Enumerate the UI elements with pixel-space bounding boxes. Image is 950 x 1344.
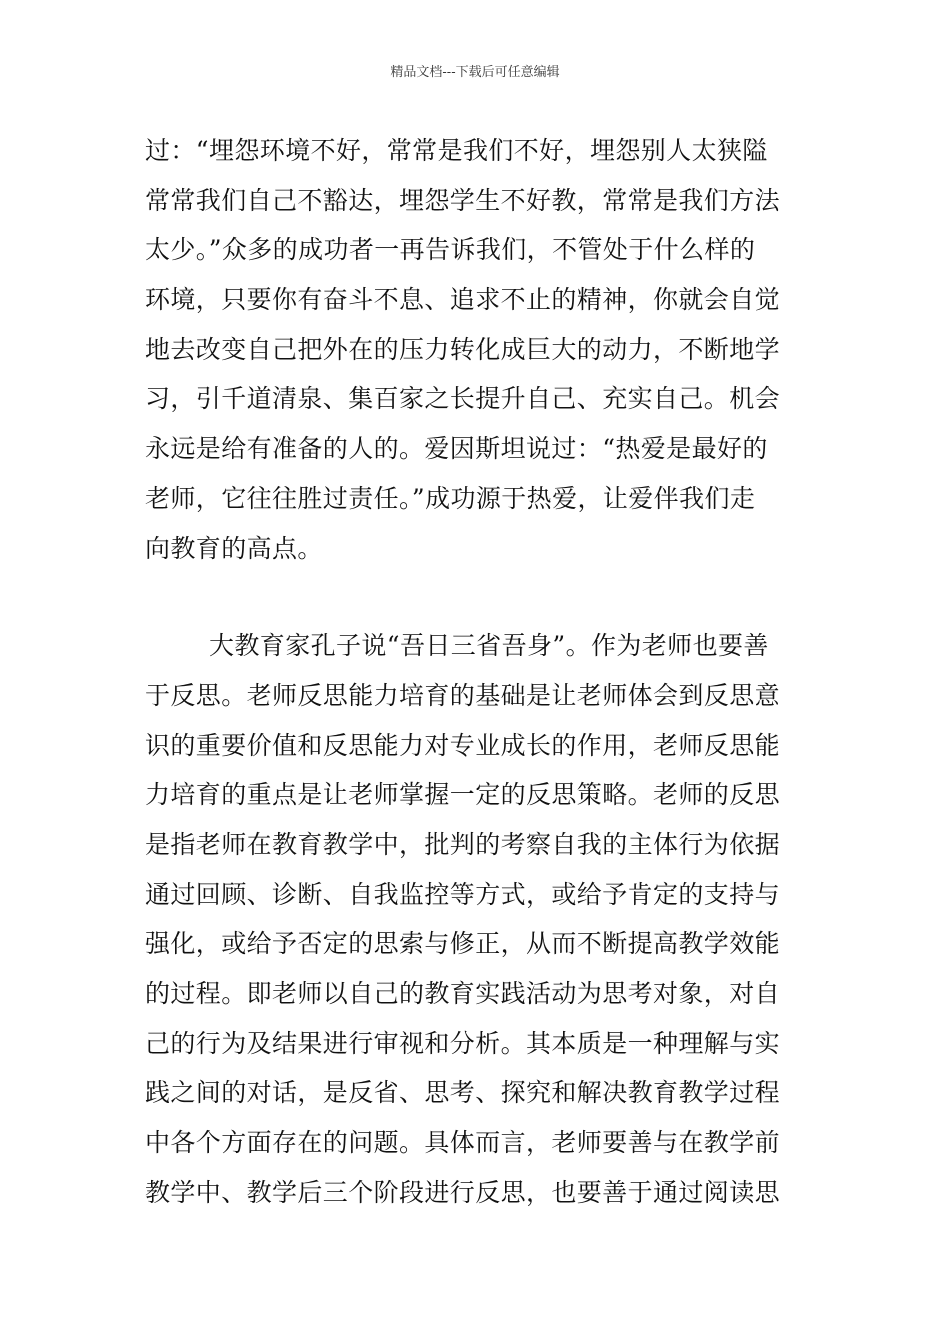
text-line: 识的重要价值和反思能力对专业成长的作用，老师反思能 [145, 730, 781, 760]
text-line: 地去改变自己把外在的压力转化成巨大的动力，不断地学 [145, 334, 781, 364]
text-line: 于反思。老师反思能力培育的基础是让老师体会到反思意 [145, 680, 781, 710]
text-line: 力培育的重点是让老师掌握一定的反思策略。老师的反思 [145, 780, 781, 810]
paragraph-1 [145, 126, 810, 573]
text-line: 是指老师在教育教学中，批判的考察自我的主体行为依据 [145, 829, 781, 859]
text-line: 太少。”众多的成功者一再告诉我们，不管处于什么样的 [145, 235, 756, 265]
text-line: 老师，它往往胜过责任。”成功源于热爱，让爱伴我们走 [145, 483, 756, 513]
text-line: 践之间的对话，是反省、思考、探究和解决教育教学过程 [145, 1078, 781, 1108]
document-body [145, 126, 810, 1217]
text-line: 教学中、教学后三个阶段进行反思，也要善于通过阅读思 [145, 1177, 781, 1207]
text-line: 习，引千道清泉、集百家之长提升自己、充实自己。机会 [145, 384, 781, 414]
page-header: 精品文档---下载后可任意编辑 [390, 65, 560, 80]
paragraph-spacer [145, 573, 810, 621]
text-line: 永远是给有准备的人的。爱因斯坦说过：“热爱是最好的 [145, 434, 768, 464]
text-line: 强化，或给予否定的思索与修正，从而不断提高教学效能 [145, 929, 781, 959]
text-line: 常常我们自己不豁达，埋怨学生不好教，常常是我们方法 [145, 185, 781, 215]
paragraph-2 [145, 621, 810, 1217]
text-line: 通过回顾、诊断、自我监控等方式，或给予肯定的支持与 [145, 879, 781, 909]
text-line: 过：“埋怨环境不好，常常是我们不好，埋怨别人太狭隘 [145, 136, 768, 165]
text-line: 向教育的高点。 [145, 533, 323, 563]
text-line: 的过程。即老师以自己的教育实践活动为思考对象，对自 [145, 979, 781, 1008]
text-line: 中各个方面存在的问题。具体而言，老师要善与在教学前 [145, 1128, 781, 1158]
text-line: 环境，只要你有奋斗不息、追求不止的精神，你就会自觉 [145, 285, 781, 315]
text-line: 己的行为及结果进行审视和分析。其本质是一种理解与实 [145, 1028, 781, 1058]
text-line: 大教育家孔子说“吾日三省吾身”。作为老师也要善 [209, 631, 769, 661]
